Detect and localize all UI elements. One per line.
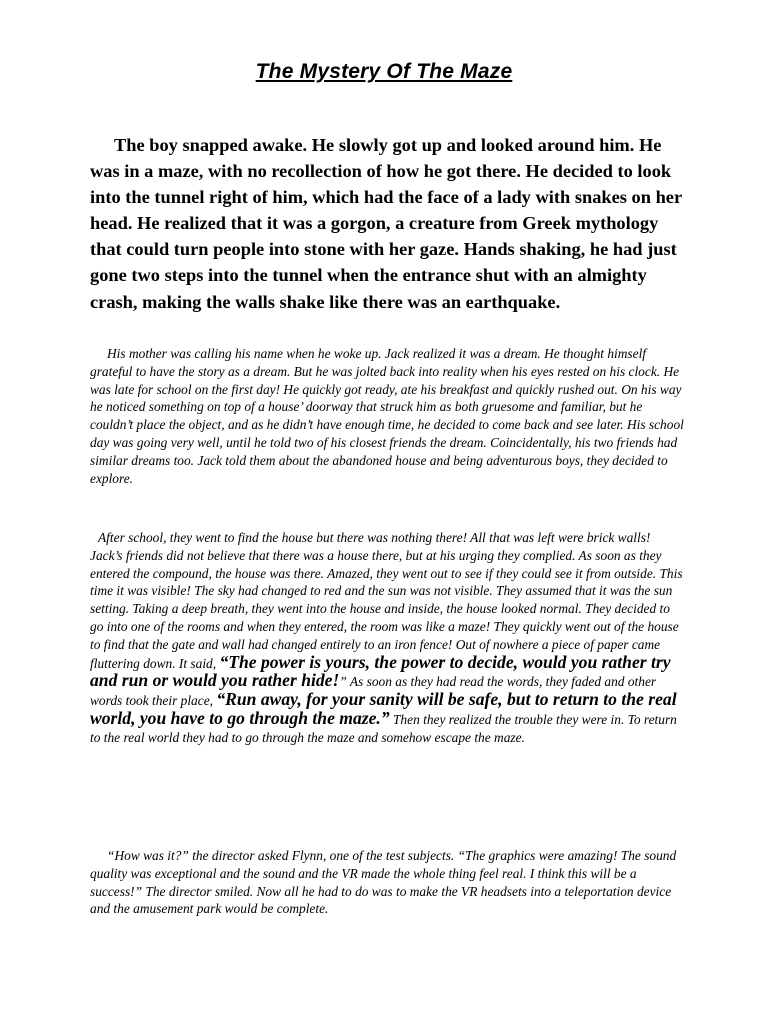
house-text-part-3: Then they realized the trouble they were in. To return to the real world they had to go through the maze and somehow escape the maze. <box>90 711 677 745</box>
paragraph-opening: The boy snapped awake. He slowly got up and looked around him. He was in a maze, with no recollection of how he got there. He decided to look into the tunnel right of him, which had the face of a lady with snakes on her head. He realized that it was a gorgon, a creature from Greek mythology that could turn people into stone with her gaze. Hands shaking, he had just gone two steps into the tunnel when the entrance shut with an almighty crash, making the walls shake like there was an earthquake. <box>90 135 682 312</box>
power-quote: “The power is yours, the power to decide, would you rather try and run or would you rather hide! <box>90 651 671 691</box>
run-away-quote: “Run away, for your sanity will be safe, but to return to the real world, you have to go through the maze.” <box>90 689 677 728</box>
paragraph-house <box>90 529 684 747</box>
paragraph-director: “How was it?” the director asked Flynn, one of the test subjects. “The graphics were amazing! The sound quality was exceptional and the sound and the VR made the whole thing feel real. I think this will be a success!” The director smiled. Now all he had to do was to make the VR headsets into a teleportation device and the amusement park would be complete. <box>90 848 677 917</box>
paragraph-waking: His mother was calling his name when he woke up. Jack realized it was a dream. He thought himself grateful to have the story as a dream. But he was jolted back into reality when his eyes rested on his clock. He was late for school on the first day! He quickly got ready, ate his breakfast and quickly rushed out. On his way he noticed something on top of a house’ doorway that struck him as both gruesome and familiar, but he couldn’t place the object, and as he didn’t have enough time, he decided to come back and see later. His school day was going very well, until he told two of his closest friends the dream. Coincidentally, his two friends had similar dreams too. Jack told them about the abandoned house and being adventurous boys, they decided to explore. <box>90 346 684 486</box>
document-title: The Mystery Of The Maze <box>255 60 513 83</box>
house-text-part-2: ” As soon as they had read the words, they faded and other words took their place, <box>90 674 657 709</box>
house-text-part-1: After school, they went to find the house but there was nothing there! All that was left were brick walls! Jack’s friends did not believe that there was a house there, but at his urging they complied. As soon as they entered the compound, the house was there. Amazed, they went out to see if they could see it from outside. This time it was visible! The sky had changed to red and the sun was not visible. They assumed that it was the sun setting. Taking a deep breath, they went into the house and inside, the house looked normal. They decided to go into one of the rooms and when they entered, the room was like a maze! They quickly went out of the house to find that the gate and wall had changed entirely to an iron fence! Out of nowhere a piece of paper came fluttering down. It said, <box>90 530 683 671</box>
